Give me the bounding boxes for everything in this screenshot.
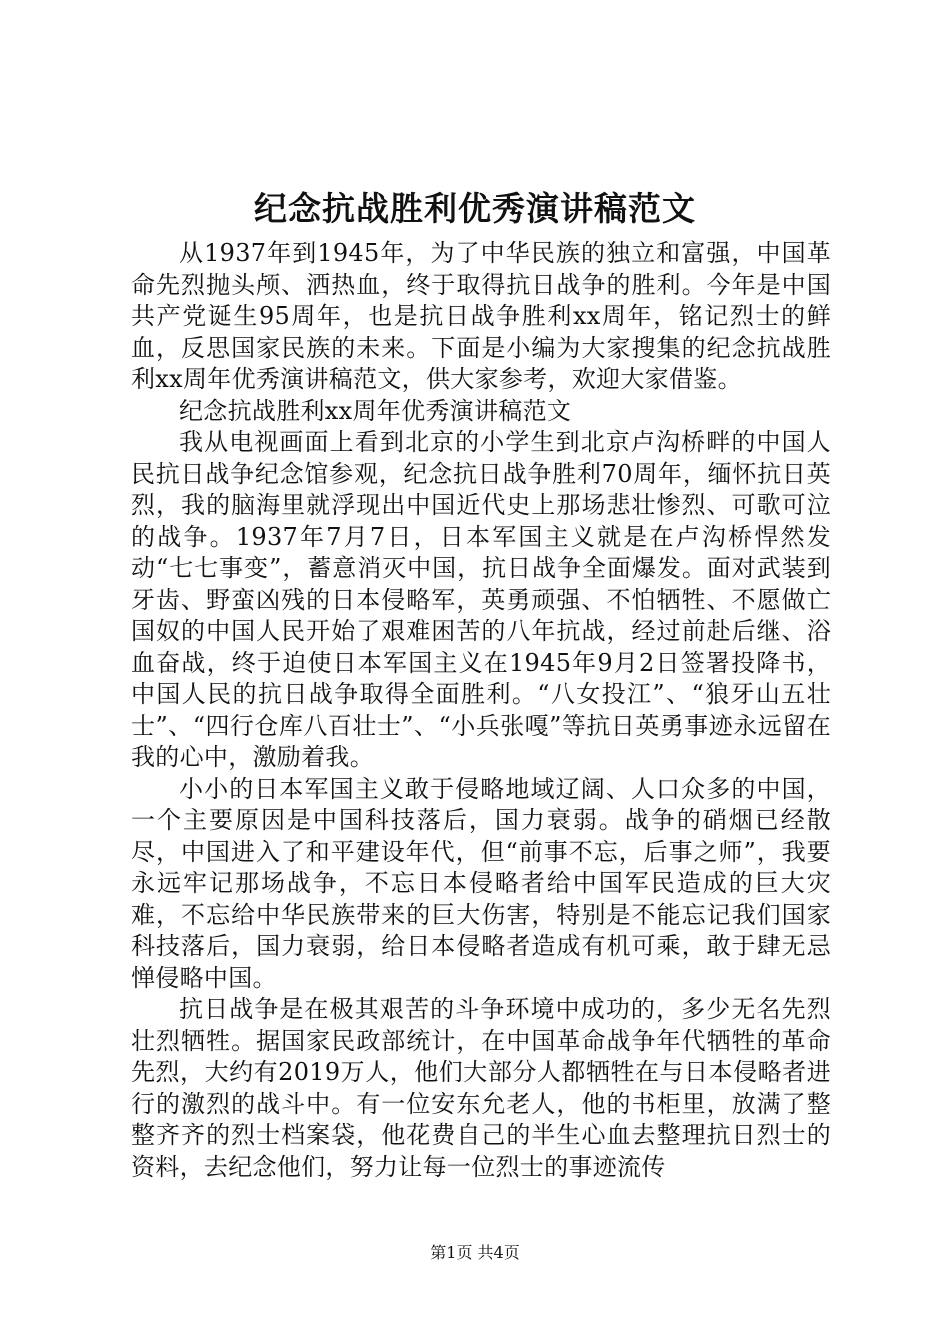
document-title: 纪念抗战胜利优秀演讲稿范文	[254, 189, 696, 228]
body-paragraph: 抗日战争是在极其艰苦的斗争环境中成功的，多少无名先烈壮烈牺牲。据国家民政部统计，在中国革命战争年代牺牲的革命先烈，大约有2019万人，他们大部分人都牺牲在与日本侵略者进行的激烈的战斗中。有一位安东允老人，他的书柜里，放满了整整齐齐的烈士档案袋，他花费自己的半生心血去整理抗日烈士的资料，去纪念他们，努力让每一位烈士的事迹流传	[131, 995, 831, 1181]
section-heading: 纪念抗战胜利xx周年优秀演讲稿范文	[179, 396, 572, 425]
document-body	[131, 238, 831, 1183]
page-number-footer: 第1页 共4页	[430, 1243, 520, 1262]
body-paragraph: 小小的日本军国主义敢于侵略地域辽阔、人口众多的中国，一个主要原因是中国科技落后，国力衰弱。战争的硝烟已经散尽，中国进入了和平建设年代，但“前事不忘，后事之师”，我要永远牢记那场战争，不忘日本侵略者给中国军民造成的巨大灾难，不忘给中华民族带来的巨大伤害，特别是不能忘记我们国家科技落后，国力衰弱，给日本侵略者造成有机可乘，敢于肆无忌惮侵略中国。	[131, 774, 831, 992]
body-paragraph: 我从电视画面上看到北京的小学生到北京卢沟桥畔的中国人民抗日战争纪念馆参观，纪念抗日战争胜利70周年，缅怀抗日英烈，我的脑海里就浮现出中国近代史上那场悲壮惨烈、可歌可泣的战争。1937年7月7日，日本军国主义就是在卢沟桥悍然发动“七七事变”，蓄意消灭中国，抗日战争全面爆发。面对武装到牙齿、野蛮凶残的日本侵略军，英勇顽强、不怕牺牲、不愿做亡国奴的中国人民开始了艰难困苦的八年抗战，经过前赴后继、浴血奋战，终于迫使日本军国主义在1945年9月2日签署投降书，中国人民的抗日战争取得全面胜利。“八女投江”、“狼牙山五壮士”、“四行仓库八百壮士”、“小兵张嘎”等抗日英勇事迹永远留在我的心中，激励着我。	[131, 428, 831, 771]
intro-paragraph: 从1937年到1945年，为了中华民族的独立和富强，中国革命先烈抛头颅、洒热血，终于取得抗日战争的胜利。今年是中国共产党诞生95周年，也是抗日战争胜利xx周年，铭记烈士的鲜血，反思国家民族的未来。下面是小编为大家搜集的纪念抗战胜利xx周年优秀演讲稿范文，供大家参考，欢迎大家借鉴。	[131, 239, 831, 393]
